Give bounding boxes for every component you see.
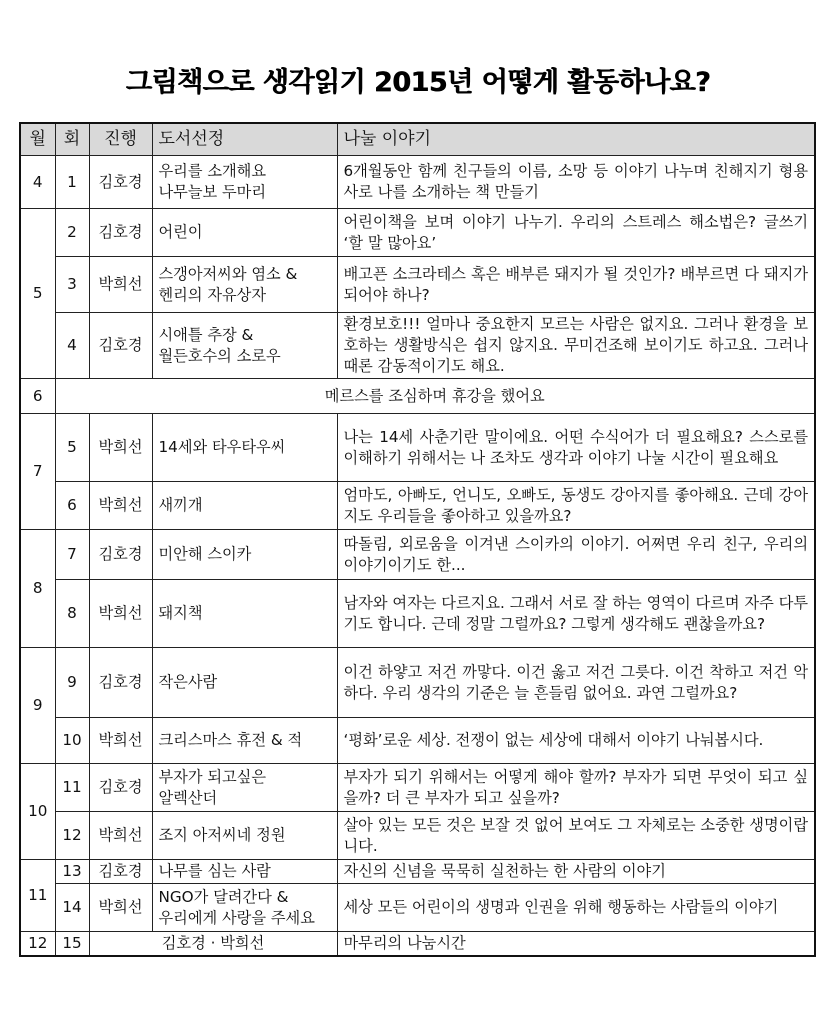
book-title: 나무를 심는 사람 — [152, 860, 337, 884]
session-number: 9 — [55, 648, 89, 718]
book-title: 어린이 — [152, 209, 337, 257]
month-cell: 7 — [20, 414, 55, 530]
session-number: 14 — [55, 884, 89, 932]
host-name: 박희선 — [89, 414, 152, 482]
talk-text: 세상 모든 어린이의 생명과 인권을 위해 행동하는 사람들의 이야기 — [337, 884, 815, 932]
table-row — [20, 414, 815, 482]
session-number: 7 — [55, 530, 89, 580]
session-number: 15 — [55, 932, 89, 956]
host-name: 김호경 — [89, 156, 152, 209]
break-note: 메르스를 조심하며 휴강을 했어요 — [55, 379, 815, 414]
session-number: 13 — [55, 860, 89, 884]
host-name: 김호경 — [89, 313, 152, 379]
table-row — [20, 764, 815, 812]
table-row — [20, 884, 815, 932]
table-row — [20, 812, 815, 860]
talk-text: 따돌림, 외로움을 이겨낸 스이카의 이야기. 어쩌면 우리 친구, 우리의 이야기이기도 한... — [337, 530, 815, 580]
month-cell: 4 — [20, 156, 55, 209]
month-cell: 6 — [20, 379, 55, 414]
book-title: 새끼개 — [152, 482, 337, 530]
host-name: 김호경 — [89, 648, 152, 718]
talk-text: 배고픈 소크라테스 혹은 배부른 돼지가 될 것인가? 배부르면 다 돼지가 되어야 하나? — [337, 257, 815, 313]
header-talk: 나눌 이야기 — [337, 123, 815, 156]
month-cell: 12 — [20, 932, 55, 956]
host-name: 박희선 — [89, 884, 152, 932]
talk-text: 살아 있는 모든 것은 보잘 것 없어 보여도 그 자체로는 소중한 생명이랍니다. — [337, 812, 815, 860]
session-number: 11 — [55, 764, 89, 812]
table-row — [20, 209, 815, 257]
page-title: 그림책으로 생각읽기 2015년 어떻게 활동하나요? — [125, 67, 711, 98]
session-number: 5 — [55, 414, 89, 482]
header-host: 진행 — [89, 123, 152, 156]
host-name: 박희선 — [89, 257, 152, 313]
book-title: 돼지책 — [152, 580, 337, 648]
talk-text: 환경보호!!! 얼마나 중요한지 모르는 사람은 없지요. 그러나 환경을 보호하는 생활방식은 쉽지 않지요. 무미건조해 보이기도 하고요. 그러나 때론 감동적이기도 해요. — [337, 313, 815, 379]
header-session: 회 — [55, 123, 89, 156]
talk-text: 마무리의 나눔시간 — [337, 932, 815, 956]
session-number: 4 — [55, 313, 89, 379]
book-title: NGO가 달려간다 & 우리에게 사랑을 주세요 — [152, 884, 337, 932]
table-row — [20, 648, 815, 718]
book-title: 시애틀 추장 & 월든호수의 소로우 — [152, 313, 337, 379]
month-cell: 11 — [20, 860, 55, 932]
host-name: 김호경 — [89, 764, 152, 812]
host-name: 김호경 — [89, 860, 152, 884]
month-cell: 10 — [20, 764, 55, 860]
month-cell: 5 — [20, 209, 55, 379]
month-cell: 8 — [20, 530, 55, 648]
talk-text: 남자와 여자는 다르지요. 그래서 서로 잘 하는 영역이 다르며 자주 다투기도 합니다. 근데 정말 그럴까요? 그렇게 생각해도 괜찮을까요? — [337, 580, 815, 648]
host-name: 박희선 — [89, 812, 152, 860]
book-title: 스갱아저씨와 염소 & 헨리의 자유상자 — [152, 257, 337, 313]
table-row — [20, 718, 815, 764]
table-row — [20, 932, 815, 956]
host-name: 김호경 — [89, 209, 152, 257]
session-number: 10 — [55, 718, 89, 764]
session-number: 12 — [55, 812, 89, 860]
table-row — [20, 580, 815, 648]
book-title: 조지 아저씨네 정원 — [152, 812, 337, 860]
table-row — [20, 156, 815, 209]
book-title: 크리스마스 휴전 & 적 — [152, 718, 337, 764]
talk-text: 부자가 되기 위해서는 어떻게 해야 할까? 부자가 되면 무엇이 되고 싶을까? 더 큰 부자가 되고 싶을까? — [337, 764, 815, 812]
header-book: 도서선정 — [152, 123, 337, 156]
table-row — [20, 379, 815, 414]
talk-text: 6개월동안 함께 친구들의 이름, 소망 등 이야기 나누며 친해지기 형용사로 나를 소개하는 책 만들기 — [337, 156, 815, 209]
talk-text: 엄마도, 아빠도, 언니도, 오빠도, 동생도 강아지를 좋아해요. 근데 강아지도 우리들을 좋아하고 있을까요? — [337, 482, 815, 530]
book-title: 우리를 소개해요 나무늘보 두마리 — [152, 156, 337, 209]
talk-text: 자신의 신념을 묵묵히 실천하는 한 사람의 이야기 — [337, 860, 815, 884]
session-number: 2 — [55, 209, 89, 257]
book-title: 부자가 되고싶은 알렉산더 — [152, 764, 337, 812]
book-title: 작은사람 — [152, 648, 337, 718]
session-number: 1 — [55, 156, 89, 209]
host-name: 박희선 — [89, 482, 152, 530]
book-title: 미안해 스이카 — [152, 530, 337, 580]
host-name: 박희선 — [89, 718, 152, 764]
schedule-table — [19, 122, 816, 957]
table-row — [20, 530, 815, 580]
month-cell: 9 — [20, 648, 55, 764]
table-row — [20, 257, 815, 313]
talk-text: 이건 하얗고 저건 까맣다. 이건 옳고 저건 그릇다. 이건 착하고 저건 악하다. 우리 생각의 기준은 늘 흔들림 없어요. 과연 그럴까요? — [337, 648, 815, 718]
host-name: 박희선 — [89, 580, 152, 648]
session-number: 3 — [55, 257, 89, 313]
session-number: 8 — [55, 580, 89, 648]
host-name: 김호경 — [89, 530, 152, 580]
table-row — [20, 482, 815, 530]
book-title: 14세와 타우타우씨 — [152, 414, 337, 482]
talk-text: 어린이책을 보며 이야기 나누기. 우리의 스트레스 해소법은? 글쓰기 ‘할 말 많아요’ — [337, 209, 815, 257]
session-number: 6 — [55, 482, 89, 530]
talk-text: 나는 14세 사춘기란 말이에요. 어떤 수식어가 더 필요해요? 스스로를 이해하기 위해서는 나 조차도 생각과 이야기 나눌 시간이 필요해요 — [337, 414, 815, 482]
header-month: 월 — [20, 123, 55, 156]
table-row — [20, 313, 815, 379]
talk-text: ‘평화’로운 세상. 전쟁이 없는 세상에 대해서 이야기 나눠봅시다. — [337, 718, 815, 764]
table-row — [20, 860, 815, 884]
table-header-row — [20, 123, 815, 156]
host-names: 김호경 · 박희선 — [89, 932, 337, 956]
